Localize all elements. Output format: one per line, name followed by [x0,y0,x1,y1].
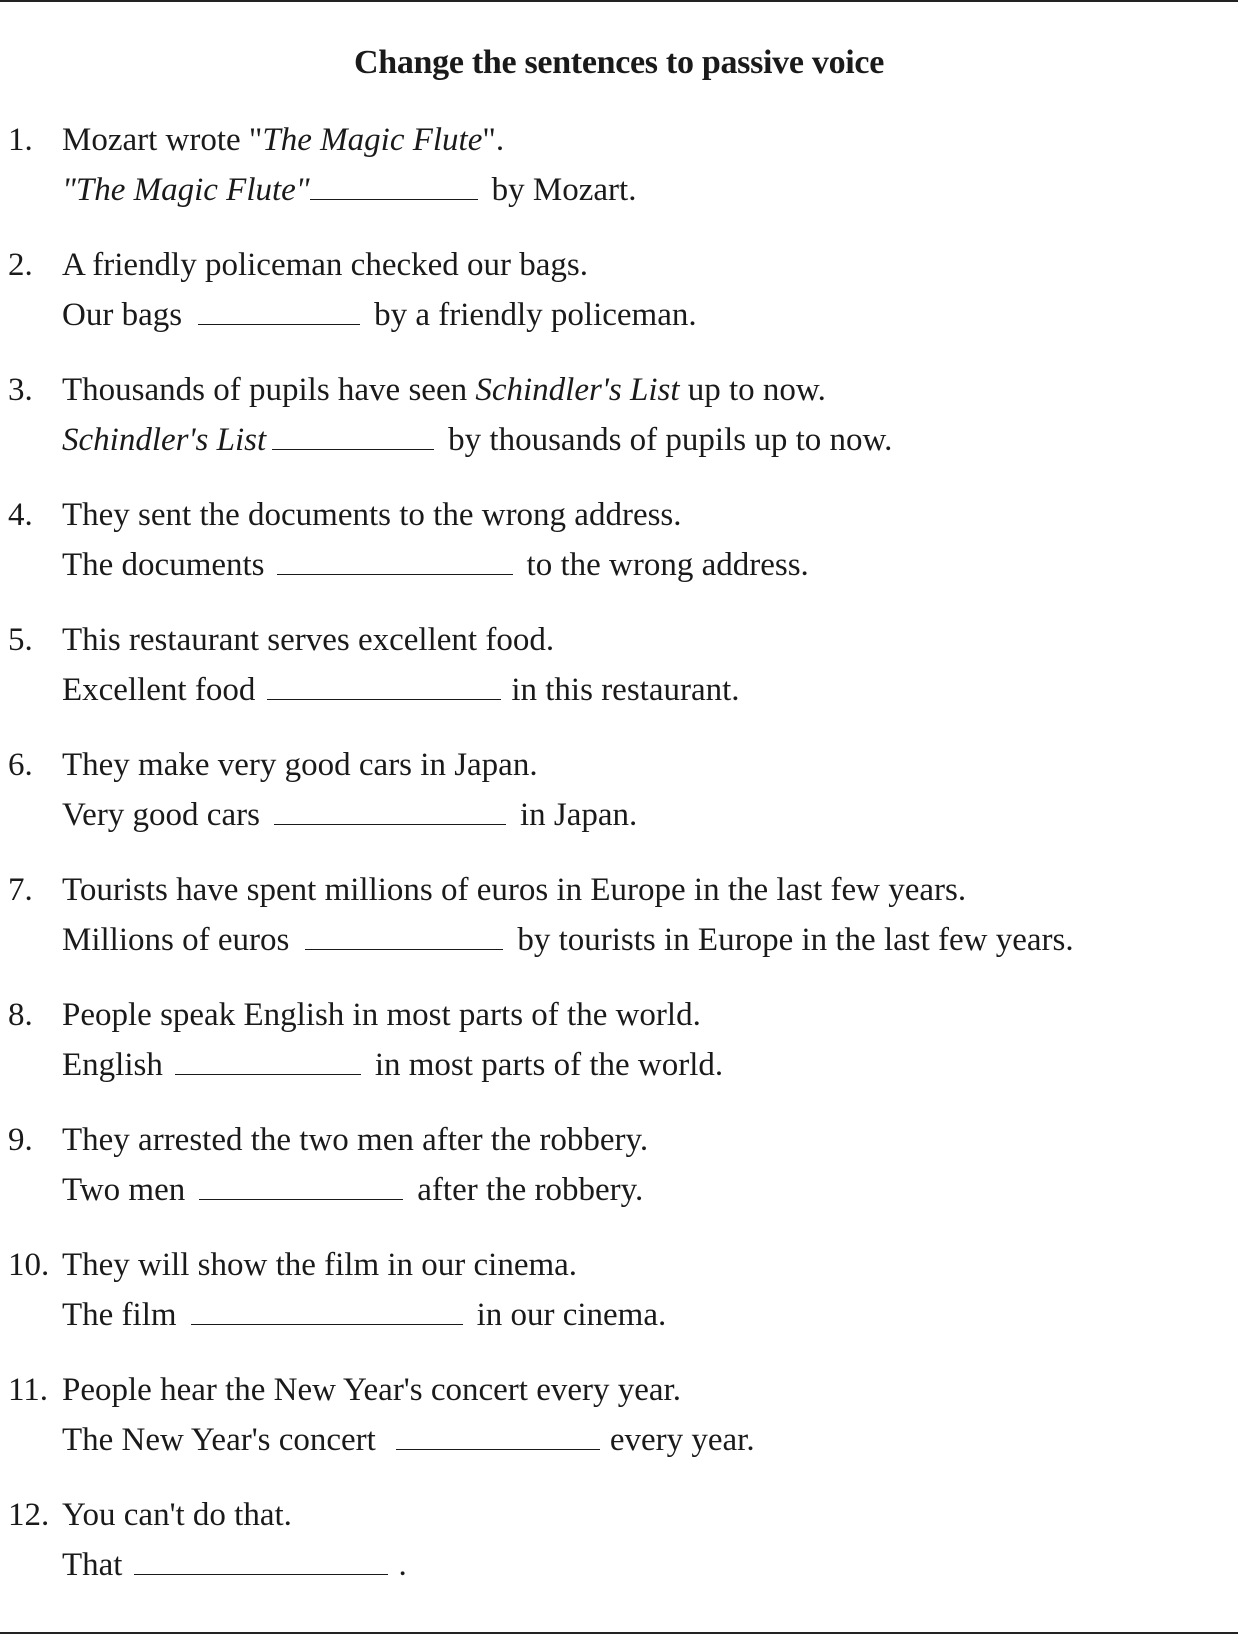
answer-blank[interactable] [277,544,513,575]
active-sentence: People speak English in most parts of the world. [62,997,701,1033]
passive-sentence: The documents to the wrong address. [62,543,809,587]
answer-blank[interactable] [199,1169,403,1200]
passive-sentence: Schindler's List by thousands of pupils up to now. [62,418,892,462]
exercise-item-3 [0,368,1238,493]
answer-blank[interactable] [305,919,503,950]
active-sentence: They arrested the two men after the robbery. [62,1122,649,1158]
passive-sentence: English in most parts of the world. [62,1043,723,1087]
active-sentence: People hear the New Year's concert every year. [62,1372,681,1408]
answer-blank[interactable] [274,794,506,825]
item-number: 10. [8,1247,50,1283]
answer-blank[interactable] [267,669,501,700]
item-number: 9. [8,1122,33,1158]
bottom-border [0,1632,1238,1634]
passive-sentence: Our bags by a friendly policeman. [62,293,697,337]
passive-sentence: The New Year's concert every year. [62,1418,755,1462]
answer-blank[interactable] [134,1544,388,1575]
item-number: 8. [8,997,33,1033]
title-italic: The Magic Flute [262,122,483,158]
title-italic: "The Magic Flute" [62,172,310,208]
title-italic: Schindler's List [475,372,680,408]
active-sentence: You can't do that. [62,1497,292,1533]
answer-blank[interactable] [310,169,478,200]
exercise-list [0,118,1238,1618]
exercise-item-4 [0,493,1238,618]
answer-blank[interactable] [198,294,360,325]
exercise-item-12 [0,1493,1238,1618]
answer-blank[interactable] [396,1419,600,1450]
item-number: 7. [8,872,33,908]
active-sentence: Thousands of pupils have seen Schindler's List up to now. [62,372,826,408]
answer-blank[interactable] [191,1294,463,1325]
item-number: 6. [8,747,33,783]
exercise-item-10 [0,1243,1238,1368]
answer-blank[interactable] [175,1044,361,1075]
item-number: 5. [8,622,33,658]
exercise-item-8 [0,993,1238,1118]
item-number: 4. [8,497,33,533]
passive-sentence: "The Magic Flute" by Mozart. [62,168,636,212]
worksheet-title: Change the sentences to passive voice [353,44,884,81]
active-sentence: They sent the documents to the wrong address. [62,497,682,533]
item-number: 2. [8,247,33,283]
exercise-item-6 [0,743,1238,868]
exercise-item-9 [0,1118,1238,1243]
active-sentence: This restaurant serves excellent food. [62,622,555,658]
active-sentence: They make very good cars in Japan. [62,747,538,783]
title-italic: Schindler's List [62,422,267,458]
active-sentence: They will show the film in our cinema. [62,1247,578,1283]
item-number: 1. [8,122,33,158]
exercise-item-7 [0,868,1238,993]
item-number: 11. [8,1372,49,1408]
passive-sentence: Millions of euros by tourists in Europe in the last few years. [62,918,1074,962]
answer-blank[interactable] [272,419,434,450]
exercise-item-5 [0,618,1238,743]
active-sentence: A friendly policeman checked our bags. [62,247,588,283]
passive-sentence: That . [62,1543,407,1587]
passive-sentence: Very good cars in Japan. [62,793,637,837]
item-number: 12. [8,1497,50,1533]
passive-sentence: The film in our cinema. [62,1293,666,1337]
exercise-item-1 [0,118,1238,243]
item-number: 3. [8,372,33,408]
exercise-item-11 [0,1368,1238,1493]
exercise-item-2 [0,243,1238,368]
passive-sentence: Excellent food in this restaurant. [62,668,740,712]
active-sentence: Tourists have spent millions of euros in Europe in the last few years. [62,872,967,908]
top-border [0,0,1238,2]
passive-sentence: Two men after the robbery. [62,1168,643,1212]
active-sentence: Mozart wrote "The Magic Flute". [62,122,505,158]
